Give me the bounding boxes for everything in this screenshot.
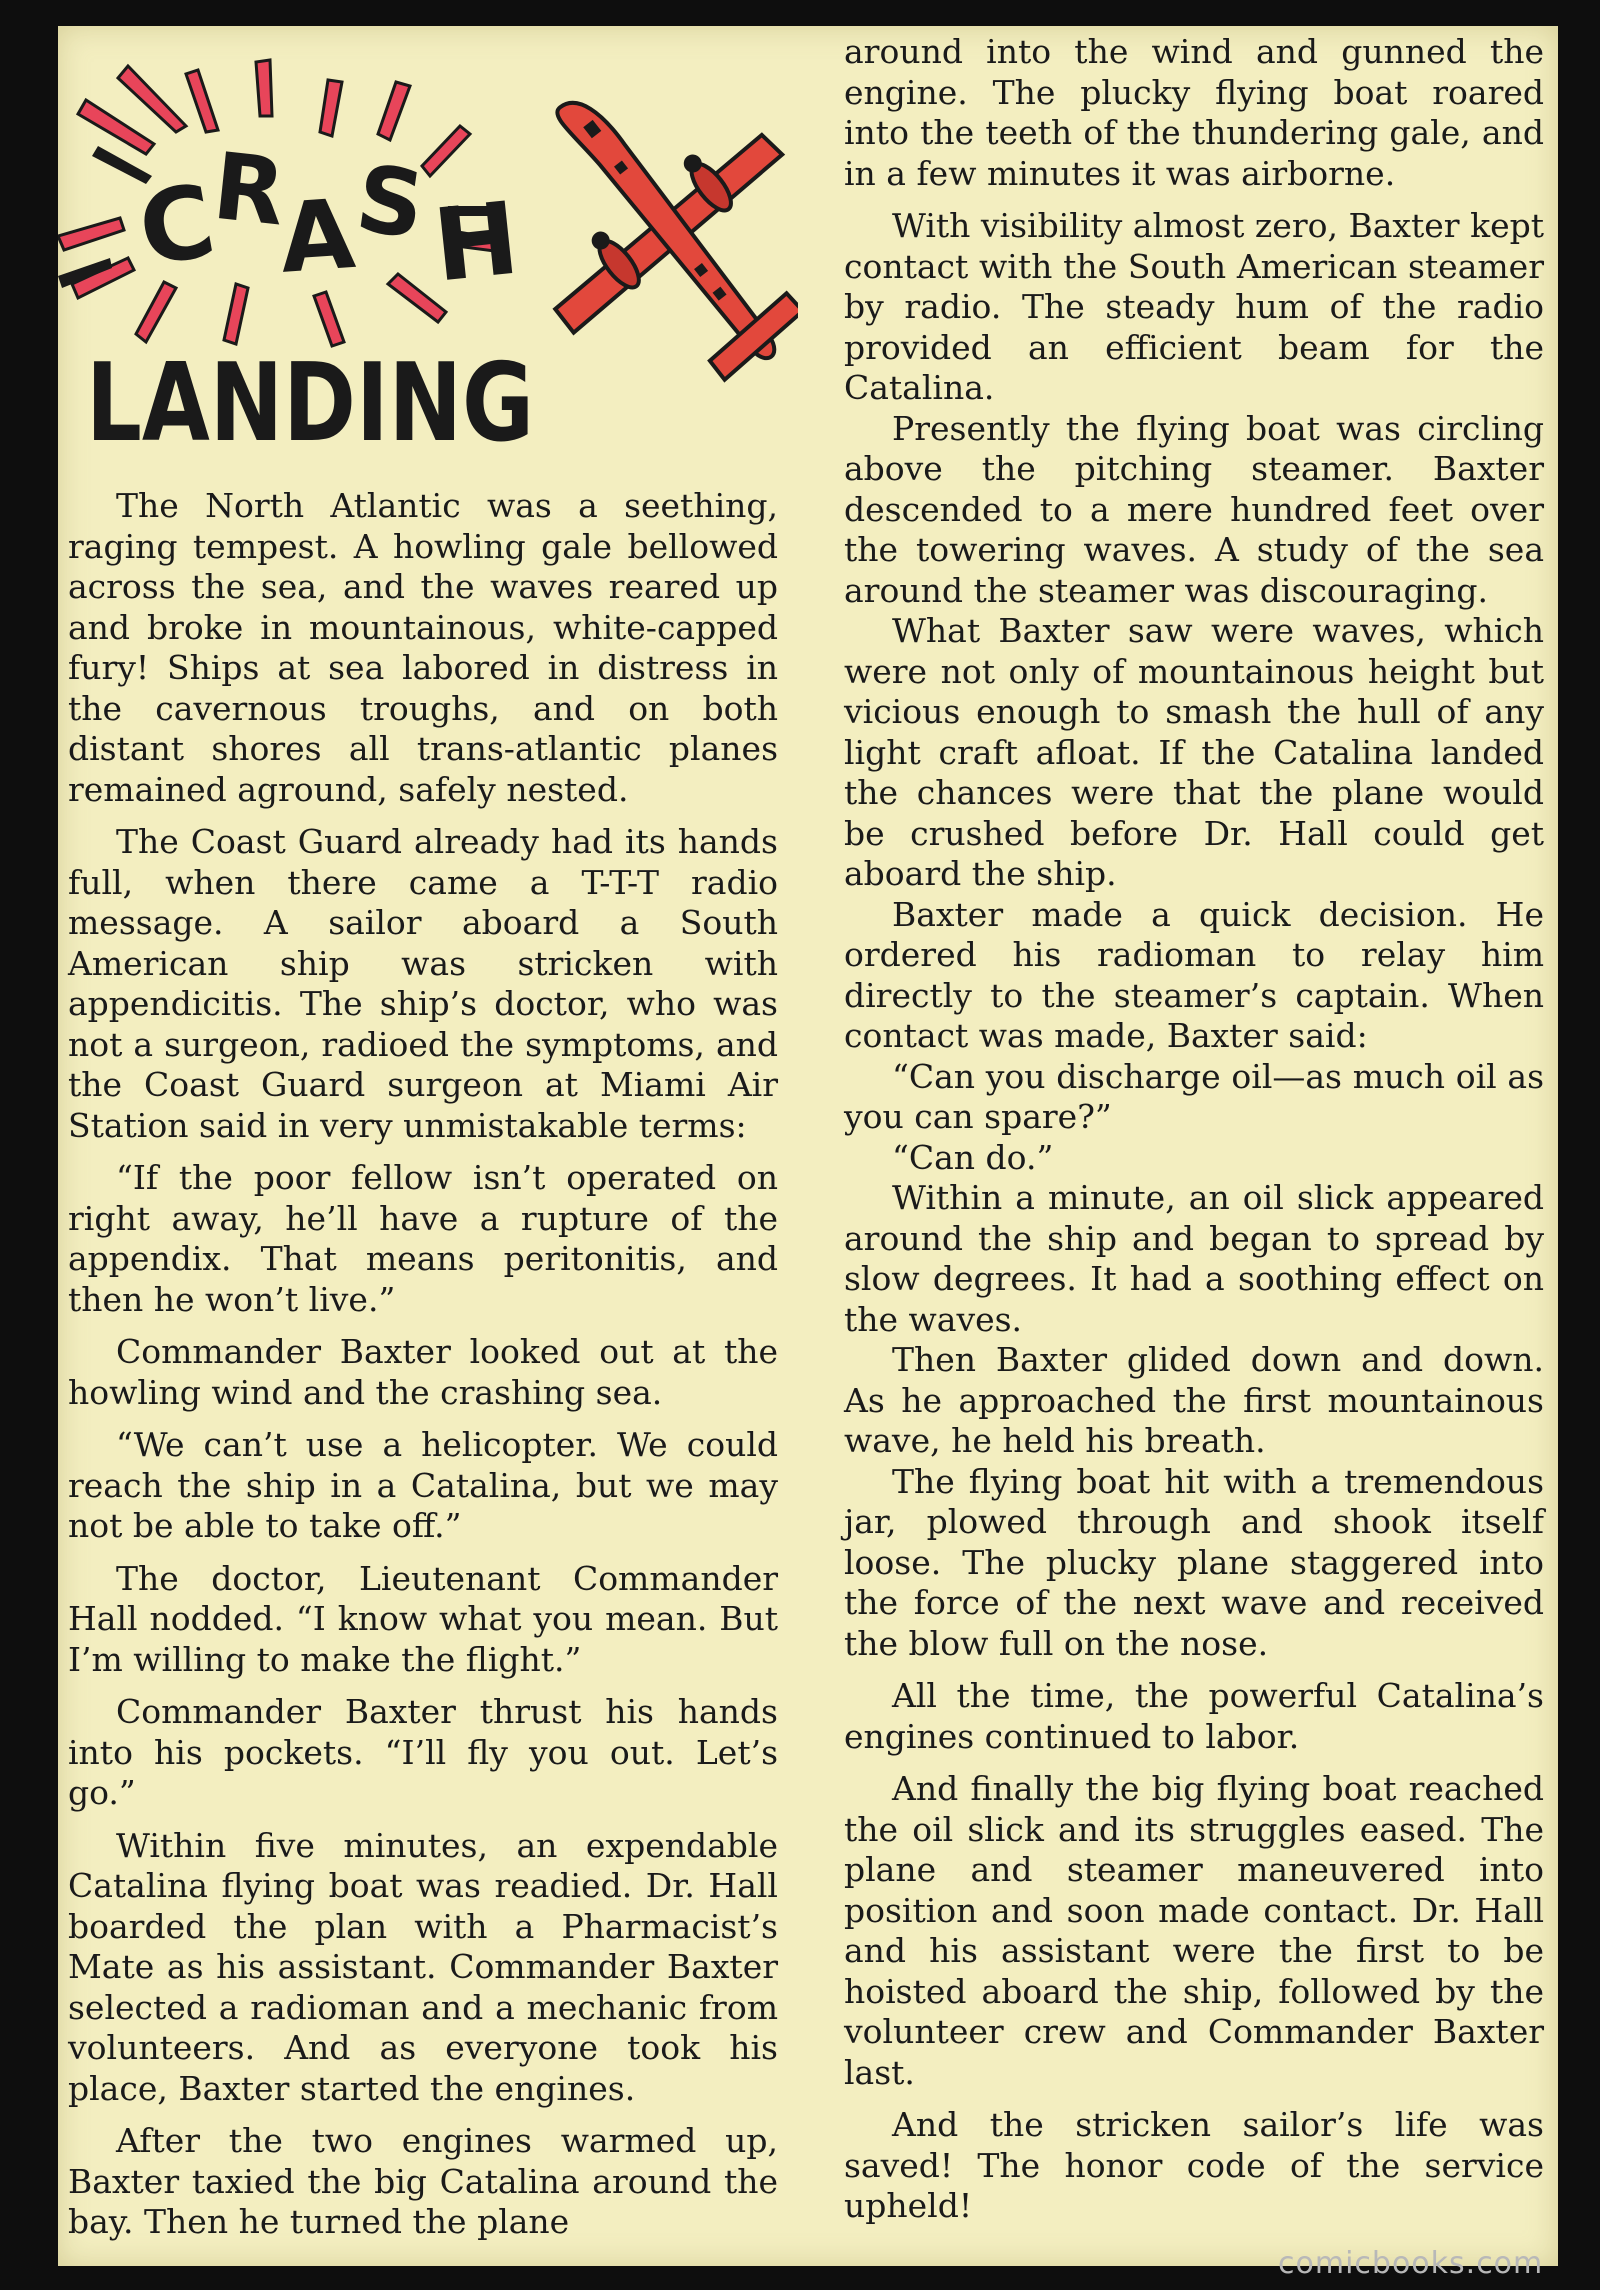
paragraph: With visibility almost zero, Baxter kept contact with the South American steamer by radio. The steady hum of the radio provided an efficient beam for the Catalina. bbox=[844, 206, 1544, 407]
title-landing: LANDING bbox=[86, 341, 534, 466]
title-letter: H bbox=[428, 179, 524, 305]
watermark: comicbooks.com bbox=[1278, 2246, 1544, 2281]
title-art bbox=[58, 26, 798, 466]
paragraph: The Coast Guard already had its hands full, when there came a T-T-T radio message. A sailor aboard a South American ship was stricken with appendicitis. The ship’s doctor, who was not a surgeon, radioed the symptoms, and the Coast Guard surgeon at Miami Air Station said in very unmistakable terms: bbox=[68, 822, 778, 1145]
paragraph: Presently the flying boat was circling above the pitching steamer. Baxter descended to a mere hundred feet over the towering waves. A study of the sea around the steamer was discouraging. bbox=[844, 408, 1544, 610]
paragraph: Commander Baxter looked out at the howling wind and the crashing sea. bbox=[68, 1332, 778, 1412]
paragraph: Then Baxter glided down and down. As he approached the first mountainous wave, he held his breath. bbox=[844, 1340, 1544, 1460]
paragraph: Commander Baxter thrust his hands into his pockets. “I’ll fly you out. Let’s go.” bbox=[68, 1692, 778, 1812]
paragraph: And finally the big flying boat reached the oil slick and its struggles eased. The plane and steamer maneuvered into position and soon made contact. Dr. Hall and his assistant were the first to be hoisted aboard the ship, followed by the volunteer crew and Commander Baxter last. bbox=[844, 1769, 1544, 2092]
paragraph: The doctor, Lieutenant Commander Hall nodded. “I know what you mean. But I’m willing to make the flight.” bbox=[68, 1558, 778, 1679]
paragraph: “We can’t use a helicopter. We could reach the ship in a Catalina, but we may not be able to take off.” bbox=[68, 1425, 778, 1545]
paragraph: around into the wind and gunned the engine. The plucky flying boat roared into the teeth of the thundering gale, and in a few minutes it was airborne. bbox=[844, 32, 1544, 193]
paragraph: The North Atlantic was a seething, raging tempest. A howling gale bellowed across the sea, and the waves reared up and broke in mountainous, white-capped fury! Ships at sea labored in distress in the cavernous troughs, and on both distant shores all trans-atlantic planes remained aground, safely nested. bbox=[68, 486, 778, 809]
paragraph: Baxter made a quick decision. He ordered his radioman to relay him directly to the steamer’s captain. When contact was made, Baxter said: bbox=[844, 894, 1544, 1055]
paragraph: Within five minutes, an expendable Catalina flying boat was readied. Dr. Hall boarded the plan with a Pharmacist’s Mate as his assistant. Commander Baxter selected a radioman and a mechanic from volunteers. And as everyone took his place, Baxter started the engines. bbox=[68, 1825, 778, 2108]
left-column bbox=[68, 486, 778, 2243]
title-letter: R bbox=[208, 132, 290, 247]
paragraph: All the time, the powerful Catalina’s engines continued to labor. bbox=[844, 1676, 1544, 1756]
title-letter: S bbox=[350, 144, 431, 260]
paragraph: Within a minute, an oil slick appeared around the ship and began to spread by slow degrees. It had a soothing effect on the waves. bbox=[844, 1178, 1544, 1339]
paragraph: The flying boat hit with a tremendous jar, plowed through and shook itself loose. The plucky plane staggered into the force of the next wave and received the blow full on the nose. bbox=[844, 1461, 1544, 1663]
paragraph: “Can do.” bbox=[892, 1137, 1054, 1177]
title-letter: A bbox=[276, 177, 359, 295]
comic-page bbox=[58, 26, 1558, 2266]
paragraph: What Baxter saw were waves, which were not only of mountainous height but vicious enough to smash the hull of any light craft afloat. If the Catalina landed the chances were that the plane would be crushed before Dr. Hall could get aboard the ship. bbox=[844, 611, 1544, 893]
paragraph: After the two engines warmed up, Baxter taxied the big Catalina around the bay. Then he turned the plane bbox=[68, 2121, 778, 2241]
paragraph: And the stricken sailor’s life was saved! The honor code of the service upheld! bbox=[844, 2105, 1544, 2225]
right-column bbox=[844, 32, 1544, 2227]
paragraph: “Can you discharge oil—as much oil as you can spare?” bbox=[844, 1056, 1544, 1136]
paragraph: “If the poor fellow isn’t operated on right away, he’ll have a rupture of the appendix. That means peritonitis, and then he won’t live.” bbox=[68, 1158, 778, 1319]
title-letter: C bbox=[130, 161, 224, 290]
